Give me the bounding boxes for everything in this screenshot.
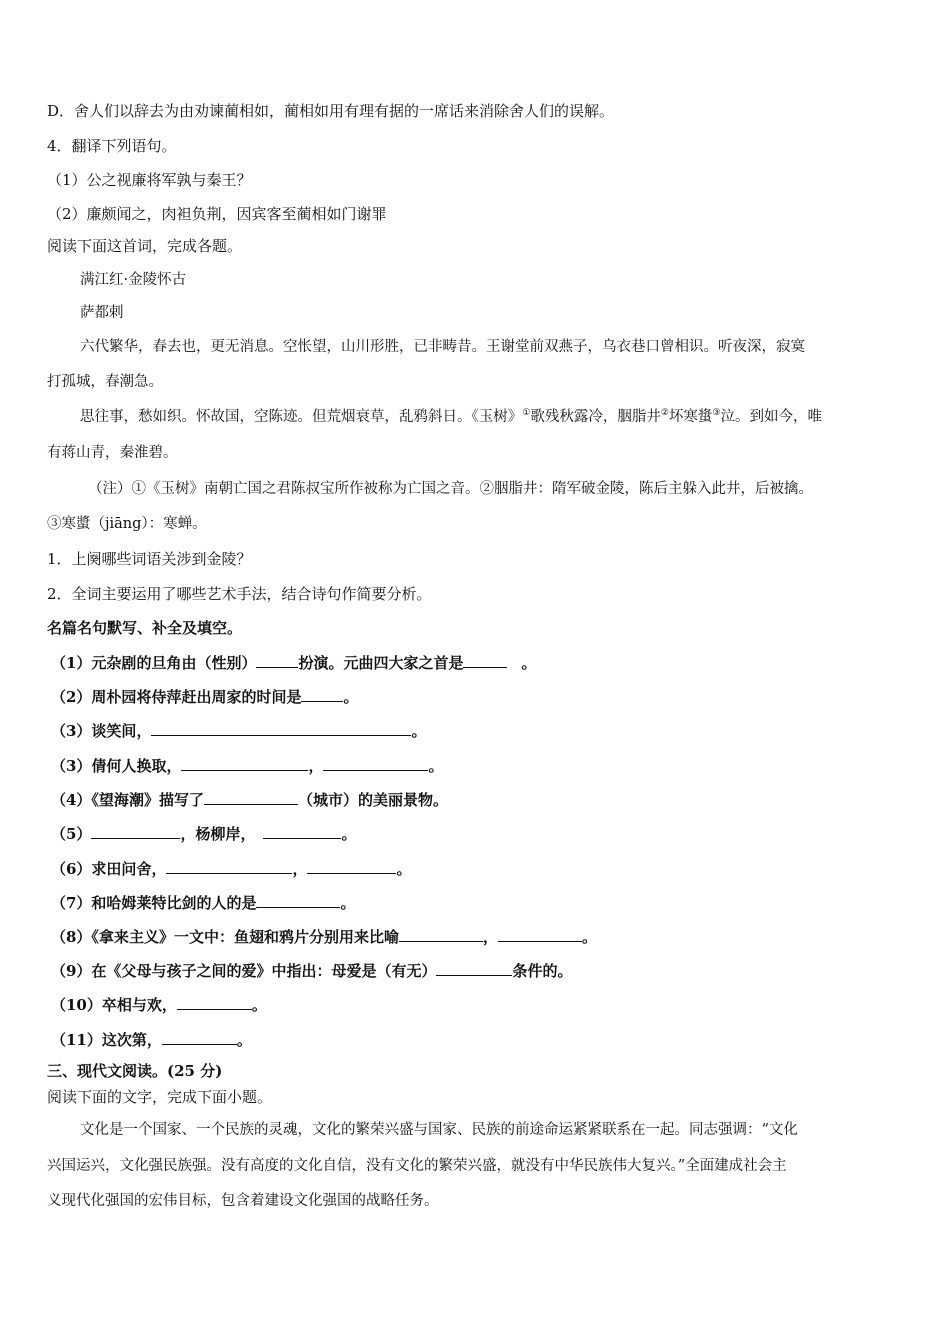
fill-item-8: （8）《拿来主义》一文中：鱼翅和鸦片分别用来比喻 ， 。 (51, 928, 597, 946)
section-3-paragraph-line-2: 兴国运兴，文化强民族强。没有高度的文化自信，没有文化的繁荣兴盛，就没有中华民族伟大复兴。”全面建成社会主 (47, 1158, 787, 1174)
poem-stanza-1-line-1: 六代繁华，春去也，更无消息。空怅望，山川形胜，已非畴昔。王谢堂前双燕子，乌衣巷口曾相识。听夜深，寂寞 (80, 339, 805, 355)
question-4-title: 4．翻译下列语句。 (47, 137, 177, 155)
fill-item-3b: （3）倩何人换取， ， 。 (51, 757, 444, 775)
section-3-intro: 阅读下面的文字，完成下面小题。 (47, 1088, 273, 1106)
section-3-paragraph-line-3: 义现代化强国的宏伟目标，包含着建设文化强国的战略任务。 (47, 1193, 439, 1209)
poem-note-line-1: （注）①《玉树》南朝亡国之君陈叔宝所作被称为亡国之音。②胭脂井：隋军破金陵，陈后主躲入此井，后被擒。 (88, 481, 813, 497)
fill-item-4: （4）《望海潮》描写了 （城市）的美丽景物。 (51, 791, 448, 809)
section-3-title: 三、现代文阅读。(25 分) (47, 1062, 223, 1080)
fill-section-title: 名篇名句默写、补全及填空。 (47, 619, 243, 637)
poem-stanza-1-line-2: 打孤城，春潮急。 (47, 374, 163, 390)
poem-title: 满江红·金陵怀古 (80, 272, 187, 288)
fill-item-5: （5） ，杨柳岸， 。 (51, 825, 357, 843)
fill-item-9: （9）在《父母与孩子之间的爱》中指出：母爱是（有无） 条件的。 (51, 962, 573, 980)
fill-item-10: （10）卒相与欢， 。 (51, 996, 267, 1014)
option-d: D．舍人们以辞去为由劝谏蔺相如，蔺相如用有理有据的一席话来消除舍人们的误解。 (47, 102, 615, 120)
poem-note-line-2: ③寒螿（jiāng）：寒蝉。 (47, 516, 207, 532)
poem-intro: 阅读下面这首词，完成各题。 (47, 237, 243, 255)
question-4-item-2: （2）廉颇闻之，肉袒负荆，因宾客至蔺相如门谢罪 (47, 205, 387, 223)
section-3-paragraph-line-1: 文化是一个国家、一个民族的灵魂，文化的繁荣兴盛与国家、民族的前途命运紧紧联系在一起。同志强调：“文化 (80, 1122, 798, 1138)
fill-item-6: （6）求田问舍， ， 。 (51, 860, 412, 878)
poem-question-1: 1．上阕哪些词语关涉到金陵？ (47, 550, 252, 568)
poem-stanza-2-line-1: 思往事，愁如织。怀故国，空陈迹。但荒烟衰草，乱鸦斜日。《玉树》①歌残秋露冷，胭脂井②坏寒螀③泣。到如今，唯 (80, 408, 822, 425)
fill-item-2: （2）周朴园将侍萍赶出周家的时间是 。 (51, 688, 359, 706)
poem-stanza-2-line-2: 有蒋山青，秦淮碧。 (47, 445, 178, 461)
fill-item-7: （7）和哈姆莱特比剑的人的是 。 (51, 894, 356, 912)
question-4-item-1: （1）公之视廉将军孰与秦王？ (47, 171, 252, 189)
fill-item-11: （11）这次第， 。 (51, 1031, 252, 1049)
poem-author: 萨都剌 (80, 305, 124, 321)
fill-item-3: （3）谈笑间， 。 (51, 722, 427, 740)
poem-question-2: 2．全词主要运用了哪些艺术手法，结合诗句作简要分析。 (47, 585, 432, 603)
fill-item-1: （1）元杂剧的旦角由（性别） 扮演。元曲四大家之首是 。 (51, 654, 537, 672)
